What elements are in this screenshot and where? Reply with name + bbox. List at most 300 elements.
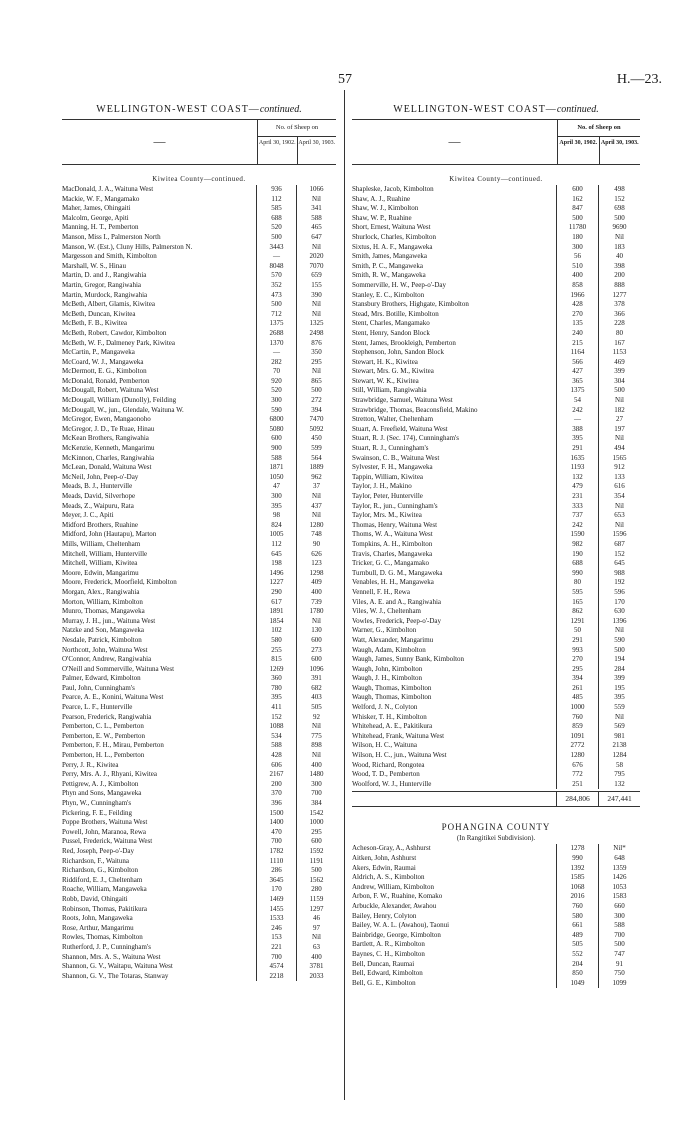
- sheep-count-1902: 1000: [556, 703, 598, 713]
- sheep-count-1902: 780: [256, 684, 296, 694]
- sheep-count-1902: 6800: [256, 415, 296, 425]
- sheep-count-1902: 1227: [256, 578, 296, 588]
- sheep-count-1902: 520: [256, 386, 296, 396]
- sheep-count-1903: Nil: [598, 502, 640, 512]
- sheep-count-1903: 395: [598, 693, 640, 703]
- sheep-count-1902: 1635: [556, 454, 598, 464]
- sheep-count-1903: 596: [598, 588, 640, 598]
- sheep-count-1902: 772: [556, 770, 598, 780]
- sheep-count-1903: 90: [296, 540, 336, 550]
- sheep-count-1902: 395: [256, 502, 296, 512]
- sheep-count-1902: 485: [556, 693, 598, 703]
- left-owner-name: McBeth, F. B., Kiwitea: [62, 319, 127, 328]
- left-owner-name: Munro, Thomas, Mangaweka: [62, 607, 145, 616]
- sheep-count-1903: 192: [598, 578, 640, 588]
- right-owner-name: Swainson, C. B., Waituna West: [352, 453, 440, 462]
- right-owner-name: Tricker, G. C., Mangamako: [352, 559, 430, 568]
- sheep-count-1903: 505: [296, 703, 336, 713]
- sheep-count-1902: 1164: [556, 348, 598, 358]
- sheep-count-1903: 748: [296, 530, 336, 540]
- sheep-count-1902: 428: [256, 751, 296, 761]
- right-owner-name: Waugh, Adam, Kimbolton: [352, 645, 426, 654]
- table-row: [352, 751, 640, 761]
- table-row: [62, 578, 336, 588]
- right-title: [352, 103, 640, 120]
- sheep-count-1902: 180: [556, 233, 598, 243]
- sheep-count-1902: 47: [256, 482, 296, 492]
- left-owner-name: Morgan, Alex., Rangiwahia: [62, 587, 140, 596]
- table-row: [62, 962, 336, 972]
- table-row: [352, 607, 640, 617]
- sheep-count-1902: 98: [256, 511, 296, 521]
- pohangina-owner-name: Bartlett, A. R., Kimbolton: [352, 940, 425, 949]
- left-owner-name: Pettigrew, A. J., Kimbolton: [62, 779, 139, 788]
- sheep-count-1903: 295: [296, 358, 336, 368]
- sheep-count-1902: 824: [256, 521, 296, 531]
- table-row: [352, 559, 640, 569]
- sheep-count-1902: 1280: [556, 751, 598, 761]
- sheep-count-1903: 465: [296, 223, 336, 233]
- table-row: [62, 291, 336, 301]
- sheep-count-1902: 737: [556, 511, 598, 521]
- sheep-count-1903: 91: [598, 960, 640, 970]
- table-row: [352, 386, 640, 396]
- sheep-count-1902: 1278: [556, 844, 598, 854]
- sheep-count-1903: Nil*: [598, 844, 640, 854]
- right-section-heading: Kiwitea County—continued.: [449, 175, 543, 183]
- sheep-count-1902: 388: [556, 425, 598, 435]
- table-row: [352, 674, 640, 684]
- sheep-count-1902: 552: [556, 950, 598, 960]
- table-row: [62, 434, 336, 444]
- table-row: [62, 530, 336, 540]
- total-1903: 247,441: [598, 792, 640, 806]
- right-owner-name: Shaw, A. J., Ruahine: [352, 194, 411, 203]
- table-row: [352, 684, 640, 694]
- right-owner-name: Waugh, James, Sunny Bank, Kimbolton: [352, 655, 465, 664]
- table-row: [352, 940, 640, 950]
- sheep-count-1902: 489: [556, 931, 598, 941]
- sheep-count-1902: 360: [256, 674, 296, 684]
- table-row: [352, 588, 640, 598]
- right-owner-name: Wood, T. D., Pemberton: [352, 770, 420, 779]
- sheep-count-1903: 600: [296, 636, 336, 646]
- table-row: [352, 902, 640, 912]
- table-row: [352, 912, 640, 922]
- sheep-count-1902: 56: [556, 252, 598, 262]
- left-title-suffix: continued.: [259, 104, 302, 115]
- sheep-count-1903: 123: [296, 559, 336, 569]
- right-header-group: No. of Sheep on: [558, 120, 640, 137]
- sheep-count-1903: 9690: [598, 223, 640, 233]
- sheep-count-1903: 559: [598, 703, 640, 713]
- sheep-count-1902: 606: [256, 761, 296, 771]
- left-section-heading: Kiwitea County—continued.: [152, 175, 246, 183]
- table-row: [352, 578, 640, 588]
- sheep-count-1902: 990: [556, 569, 598, 579]
- table-row: [352, 454, 640, 464]
- table-row: [62, 300, 336, 310]
- table-row: [352, 693, 640, 703]
- table-row: [352, 406, 640, 416]
- pohangina-owner-name: Bell, Duncan, Raumai: [352, 959, 415, 968]
- sheep-count-1903: Nil: [296, 933, 336, 943]
- sheep-count-1903: 398: [598, 262, 640, 272]
- table-row: [352, 233, 640, 243]
- sheep-count-1903: 1284: [598, 751, 640, 761]
- sheep-count-1903: 391: [296, 674, 336, 684]
- table-row: [352, 530, 640, 540]
- pohangina-owner-name: Baynes, C. H., Kimbolton: [352, 949, 425, 958]
- sheep-count-1902: 394: [556, 674, 598, 684]
- pohangina-heading: POHANGINA COUNTY: [441, 822, 551, 833]
- sheep-count-1903: 1889: [296, 463, 336, 473]
- sheep-count-1902: 153: [256, 933, 296, 943]
- pohangina-owner-name: Bainbridge, George, Kimbolton: [352, 930, 441, 939]
- sheep-count-1903: 588: [598, 921, 640, 931]
- sheep-count-1902: 3645: [256, 876, 296, 886]
- left-owner-name: Richardson, G., Kimbolton: [62, 866, 139, 875]
- sheep-count-1903: 647: [296, 233, 336, 243]
- table-row: [352, 358, 640, 368]
- sheep-count-1903: Nil: [296, 617, 336, 627]
- right-total-row: [352, 791, 640, 807]
- sheep-count-1903: Nil: [598, 713, 640, 723]
- sheep-count-1903: 500: [598, 214, 640, 224]
- sheep-count-1902: 760: [556, 902, 598, 912]
- table-row: [352, 281, 640, 291]
- left-owner-name: Riddiford, E. J., Cheltenham: [62, 875, 143, 884]
- table-row: [352, 979, 640, 989]
- sheep-count-1903: Nil: [598, 626, 640, 636]
- left-owner-name: McBeth, Duncan, Kiwitea: [62, 309, 136, 318]
- left-owner-name: O'Neill and Sommerville, Waituna West: [62, 664, 175, 673]
- table-row: [62, 348, 336, 358]
- table-row: [352, 864, 640, 874]
- right-title-suffix: continued.: [556, 104, 599, 115]
- sheep-count-1903: 284: [598, 665, 640, 675]
- table-row: [62, 358, 336, 368]
- sheep-count-1902: 990: [556, 854, 598, 864]
- left-header-1903: April 30, 1903.: [297, 137, 337, 164]
- sheep-count-1903: 988: [598, 569, 640, 579]
- sheep-count-1902: 936: [256, 185, 296, 195]
- table-row: [62, 799, 336, 809]
- table-row: [352, 434, 640, 444]
- table-row: [62, 415, 336, 425]
- sheep-count-1903: 130: [296, 626, 336, 636]
- sheep-count-1903: Nil: [296, 195, 336, 205]
- table-row: [352, 665, 640, 675]
- sheep-count-1903: 564: [296, 454, 336, 464]
- sheep-count-1903: 588: [296, 214, 336, 224]
- left-table-header: [62, 120, 336, 165]
- sheep-count-1903: 500: [598, 386, 640, 396]
- left-owner-name: MacDonald, J. A., Waituna West: [62, 185, 154, 193]
- sheep-count-1902: 500: [256, 233, 296, 243]
- table-row: [62, 559, 336, 569]
- table-row: [62, 406, 336, 416]
- table-row: [352, 921, 640, 931]
- sheep-count-1903: 630: [598, 607, 640, 617]
- sheep-count-1903: 653: [598, 511, 640, 521]
- pohangina-owner-name: Aitken, John, Ashhurst: [352, 854, 417, 862]
- sheep-count-1903: 981: [598, 732, 640, 742]
- left-owner-name: Meads, Z., Waipuru, Rata: [62, 501, 134, 510]
- sheep-count-1902: 1782: [256, 847, 296, 857]
- left-owner-name: Moore, Frederick, Moorfield, Kimbolton: [62, 578, 177, 587]
- sheep-count-1902: 1469: [256, 895, 296, 905]
- pohangina-owner-name: Bell, Edward, Kimbolton: [352, 969, 423, 978]
- left-owner-name: Mackie, W. F., Mangamako: [62, 194, 140, 203]
- sheep-count-1902: 862: [556, 607, 598, 617]
- sheep-count-1902: 580: [556, 912, 598, 922]
- sheep-count-1903: 700: [296, 789, 336, 799]
- sheep-count-1903: 5092: [296, 425, 336, 435]
- left-owner-name: McNeil, John, Peep-o'-Day: [62, 472, 139, 481]
- right-owner-name: Wilson, H. C., Waituna: [352, 741, 417, 750]
- sheep-count-1903: 500: [296, 866, 336, 876]
- left-owner-name: McBeth, Robert, Cawdor, Kimbolton: [62, 328, 167, 337]
- sheep-count-1902: 2772: [556, 741, 598, 751]
- sheep-count-1902: 2016: [556, 892, 598, 902]
- sheep-count-1903: Nil: [296, 751, 336, 761]
- sheep-count-1903: 659: [296, 271, 336, 281]
- sheep-count-1902: 760: [556, 713, 598, 723]
- sheep-count-1903: 450: [296, 434, 336, 444]
- right-owner-name: Wilson, H. C., jun., Waituna West: [352, 751, 447, 760]
- table-row: [62, 569, 336, 579]
- left-owner-name: Palmer, Edward, Kimbolton: [62, 674, 141, 683]
- sheep-count-1903: 366: [598, 310, 640, 320]
- left-owner-name: McLean, Donald, Waituna West: [62, 463, 152, 472]
- right-header-sheep: [557, 120, 640, 164]
- sheep-count-1903: 600: [296, 655, 336, 665]
- right-owner-name: Viles, A. E. and A., Rangiwahia: [352, 597, 442, 606]
- sheep-count-1902: 920: [256, 377, 296, 387]
- sheep-count-1903: Nil: [598, 521, 640, 531]
- left-owner-name: Meads, B. J., Hunterville: [62, 482, 133, 491]
- left-owner-name: McDougall, W., jun., Glendale, Waituna W.: [62, 405, 184, 414]
- table-row: [62, 837, 336, 847]
- table-row: [62, 665, 336, 675]
- table-row: [352, 741, 640, 751]
- table-row: [352, 950, 640, 960]
- sheep-count-1903: 616: [598, 482, 640, 492]
- sheep-count-1902: 411: [256, 703, 296, 713]
- left-owner-name: Maher, James, Ohingaiti: [62, 204, 131, 213]
- sheep-count-1902: 570: [256, 271, 296, 281]
- sheep-count-1903: 1780: [296, 607, 336, 617]
- sheep-count-1902: 261: [556, 684, 598, 694]
- sheep-count-1903: 775: [296, 732, 336, 742]
- left-owner-name: Red, Joseph, Peep-o'-Day: [62, 846, 135, 855]
- left-owner-name: Meads, David, Silverhope: [62, 492, 136, 500]
- sheep-count-1902: 661: [556, 921, 598, 931]
- sheep-count-1903: 1099: [598, 979, 640, 989]
- sheep-count-1902: 3443: [256, 243, 296, 253]
- table-row: [352, 713, 640, 723]
- table-row: [62, 751, 336, 761]
- left-owner-name: Pemberton, E. W., Pemberton: [62, 731, 146, 740]
- sheep-count-1902: 4574: [256, 962, 296, 972]
- left-owner-name: Phyn and Sons, Mangaweka: [62, 789, 142, 798]
- table-row: [352, 310, 640, 320]
- table-row: [62, 386, 336, 396]
- sheep-count-1903: Nil: [598, 396, 640, 406]
- sheep-count-1902: 859: [556, 722, 598, 732]
- sheep-count-1903: 1542: [296, 809, 336, 819]
- sheep-count-1902: 1590: [556, 530, 598, 540]
- table-row: [62, 511, 336, 521]
- pohangina-owner-name: Aldrich, A. S., Kimbolton: [352, 873, 425, 882]
- sheep-count-1902: 600: [556, 185, 598, 195]
- left-owner-name: McBeth, Albert, Glamis, Kiwitea: [62, 300, 155, 309]
- left-owner-name: Martin, Gregor, Rangiwahia: [62, 280, 142, 289]
- right-owner-name: Sylvester, F. H., Mangaweka: [352, 463, 433, 472]
- right-owner-name: Shaw, W. J., Kimbolton: [352, 204, 419, 213]
- table-row: [62, 492, 336, 502]
- sheep-count-1902: 1854: [256, 617, 296, 627]
- sheep-count-1902: 1966: [556, 291, 598, 301]
- sheep-count-1902: 135: [556, 319, 598, 329]
- table-row: [352, 339, 640, 349]
- sheep-count-1903: 394: [296, 406, 336, 416]
- sheep-count-1903: 500: [598, 646, 640, 656]
- sheep-count-1903: 500: [296, 386, 336, 396]
- sheep-count-1903: 590: [598, 636, 640, 646]
- left-owner-name: Mitchell, William, Kiwitea: [62, 559, 138, 568]
- left-owner-name: Manson, W. (Est.), Cluny Hills, Palmerston N.: [62, 242, 193, 251]
- sheep-count-1903: 400: [296, 761, 336, 771]
- sheep-count-1903: 354: [598, 492, 640, 502]
- table-row: [62, 895, 336, 905]
- sheep-count-1903: 1153: [598, 348, 640, 358]
- right-owner-name: Sommerville, H. W., Peep-o'-Day: [352, 280, 446, 289]
- sheep-count-1902: 588: [256, 454, 296, 464]
- table-row: [62, 741, 336, 751]
- sheep-count-1903: 80: [598, 329, 640, 339]
- sheep-count-1902: 617: [256, 598, 296, 608]
- left-owner-name: McKean Brothers, Rangiwahia: [62, 434, 149, 443]
- sheep-count-1903: 399: [598, 674, 640, 684]
- table-row: [62, 847, 336, 857]
- left-owner-name: McGregor, J. D., Te Ruae, Hinau: [62, 424, 155, 433]
- sheep-count-1903: 962: [296, 473, 336, 483]
- sheep-count-1902: 290: [256, 588, 296, 598]
- sheep-count-1902: 580: [256, 636, 296, 646]
- table-row: [62, 828, 336, 838]
- table-row: [352, 540, 640, 550]
- pohangina-owner-name: Arbuckle, Alexander, Awahou: [352, 901, 437, 910]
- right-owner-name: Taylor, J. H., Makino: [352, 482, 412, 491]
- sheep-count-1903: 132: [598, 780, 640, 790]
- left-owner-name: Moore, Edwin, Mangarimu: [62, 568, 139, 577]
- sheep-count-1903: 300: [296, 780, 336, 790]
- right-owner-name: Viles, W. J., Cheltenham: [352, 607, 421, 616]
- sheep-count-1903: 1583: [598, 892, 640, 902]
- sheep-count-1902: 1375: [256, 319, 296, 329]
- left-owner-name: Pickering, F. E., Feilding: [62, 808, 133, 817]
- sheep-count-1902: 1110: [256, 857, 296, 867]
- left-header-dash: —: [153, 134, 166, 148]
- table-row: [352, 892, 640, 902]
- left-owner-name: Northcott, John, Waituna West: [62, 645, 148, 654]
- table-row: [62, 262, 336, 272]
- right-owner-name: Waugh, J. H., Kimbolton: [352, 674, 423, 683]
- table-row: [62, 953, 336, 963]
- sheep-count-1903: 167: [598, 339, 640, 349]
- left-owner-name: Meyer, J. C., Apiti: [62, 511, 114, 520]
- sheep-count-1902: 1291: [556, 617, 598, 627]
- sheep-count-1903: 1066: [296, 185, 336, 195]
- right-owner-name: Turnbull, D. G. M., Mangaweka: [352, 568, 443, 577]
- sheep-count-1903: 378: [598, 300, 640, 310]
- sheep-count-1903: 1565: [598, 454, 640, 464]
- sheep-count-1903: 1596: [598, 530, 640, 540]
- left-header-1902: April 30, 1902.: [258, 140, 296, 146]
- table-row: [62, 607, 336, 617]
- left-owner-name: Perry, J. R., Kiwitea: [62, 760, 119, 769]
- table-row: [62, 185, 336, 195]
- sheep-count-1903: 1191: [296, 857, 336, 867]
- sheep-count-1903: 1480: [296, 770, 336, 780]
- left-owner-name: O'Connor, Andrew, Rangiwahia: [62, 655, 152, 664]
- sheep-count-1902: 500: [256, 300, 296, 310]
- table-row: [352, 195, 640, 205]
- table-row: [62, 761, 336, 771]
- sheep-count-1903: 2020: [296, 252, 336, 262]
- table-row: [62, 684, 336, 694]
- sheep-count-1902: 333: [556, 502, 598, 512]
- right-owner-name: Strawbridge, Thomas, Beaconsfield, Makino: [352, 405, 478, 414]
- sheep-count-1903: 200: [598, 271, 640, 281]
- sheep-count-1902: 595: [556, 588, 598, 598]
- sheep-count-1903: 197: [598, 425, 640, 435]
- table-row: [352, 204, 640, 214]
- table-row: [352, 300, 640, 310]
- right-owner-name: Stephenson, John, Sandon Block: [352, 348, 444, 357]
- right-owner-name: Smith, P. C., Mangaweka: [352, 261, 423, 270]
- left-owner-name: Marshall, W. S., Hinau: [62, 261, 126, 270]
- sheep-count-1902: 300: [256, 492, 296, 502]
- sheep-count-1902: 815: [256, 655, 296, 665]
- right-owner-name: Taylor, R., jun., Cunningham's: [352, 501, 438, 510]
- left-owner-name: Manning, H. T., Pemberton: [62, 223, 139, 232]
- right-owner-name: Shurlock, Charles, Kimbolton: [352, 232, 436, 241]
- right-owner-name: Stewart, H. K., Kiwitea: [352, 357, 418, 366]
- table-row: [352, 569, 640, 579]
- sheep-count-1902: 1193: [556, 463, 598, 473]
- right-owner-name: Stuart, A. Freefield, Waituna West: [352, 424, 448, 433]
- sheep-count-1903: 27: [598, 415, 640, 425]
- right-owner-name: Stewart, Mrs. G. M., Kiwitea: [352, 367, 434, 376]
- left-owner-name: Roache, William, Mangaweka: [62, 885, 147, 894]
- right-owner-name: Whitehead, Frank, Waituna West: [352, 731, 445, 740]
- sheep-count-1902: 198: [256, 559, 296, 569]
- sheep-count-1903: Nil: [598, 434, 640, 444]
- table-row: [62, 252, 336, 262]
- total-label: [352, 792, 556, 806]
- right-table-header: [352, 120, 640, 165]
- table-row: [62, 818, 336, 828]
- sheep-count-1902: 291: [556, 636, 598, 646]
- table-row: [352, 223, 640, 233]
- sheep-count-1903: 63: [296, 943, 336, 953]
- right-owner-name: Venables, H. H., Mangaweka: [352, 578, 434, 587]
- table-row: [352, 655, 640, 665]
- sheep-count-1903: 1096: [296, 665, 336, 675]
